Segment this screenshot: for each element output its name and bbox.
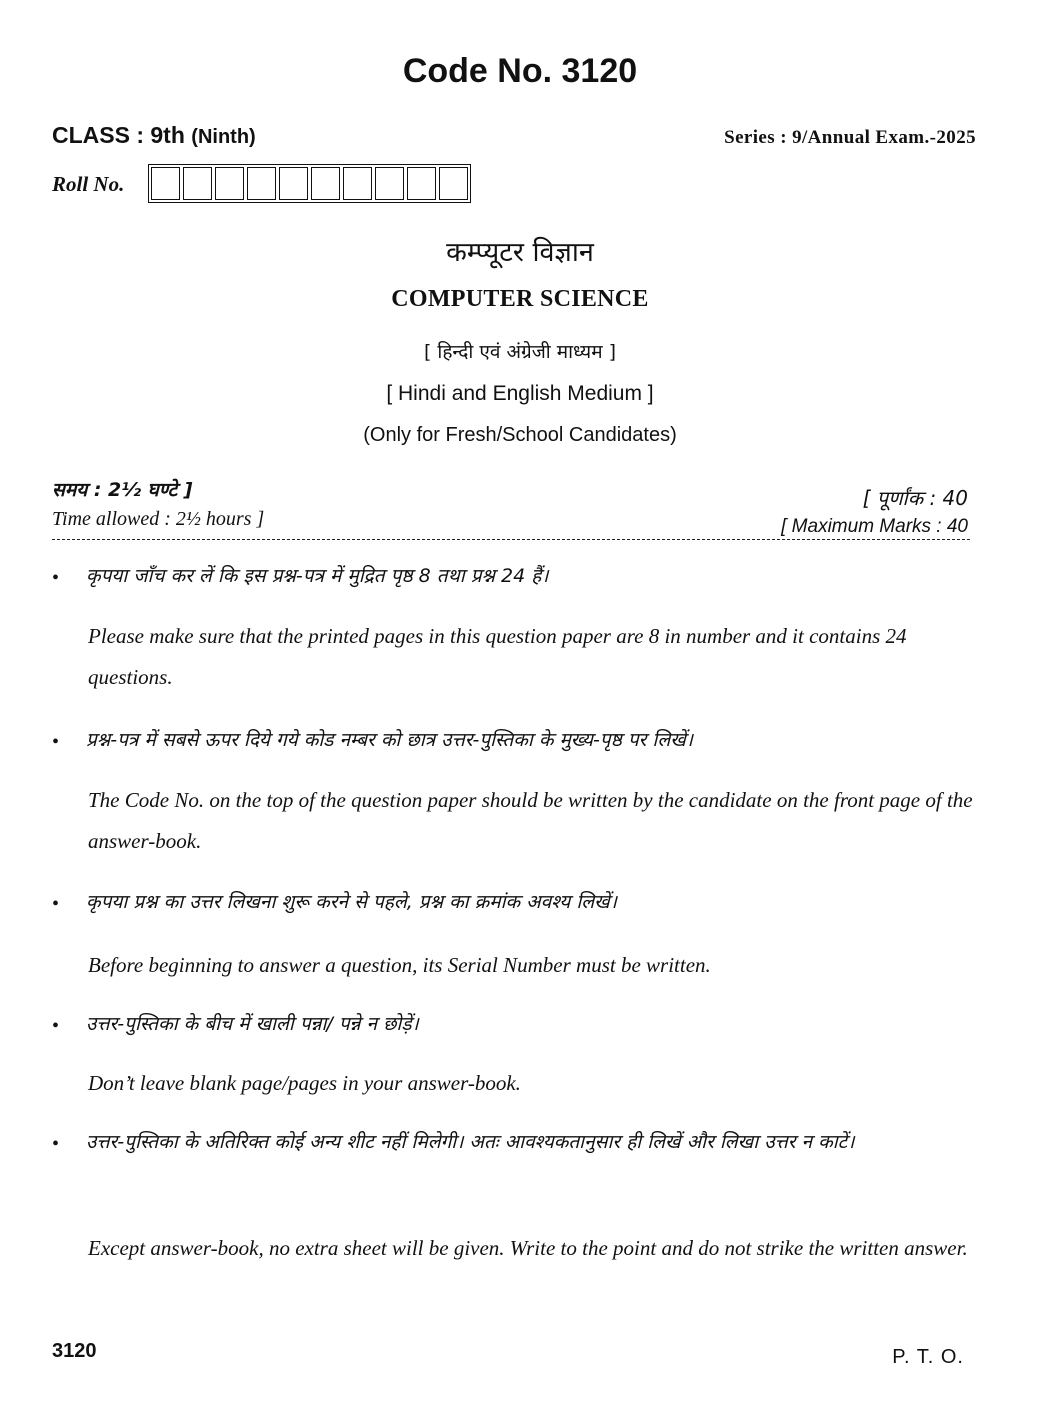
roll-box: [247, 167, 276, 200]
page-code: 3120: [52, 1340, 97, 1362]
roll-box: [407, 167, 436, 200]
time-hindi: समय : 2½ घण्टे ]: [52, 479, 193, 501]
medium-english: [ Hindi and English Medium ]: [386, 382, 654, 405]
instruction-hindi: कृपया प्रश्न का उत्तर लिखना शुरू करने से पहले, प्रश्न का क्रमांक अवश्य लिखें।: [86, 891, 617, 913]
instruction-english: Don’t leave blank page/pages in your answer-book.: [88, 1071, 521, 1095]
instruction-hindi: कृपया जाँच कर लें कि इस प्रश्न-पत्र में मुद्रित पृष्ठ 8 तथा प्रश्न 24 हैं।: [86, 565, 549, 587]
roll-box: [279, 167, 308, 200]
instruction-english: The Code No. on the top of the question paper should be written by the candidate on the front page of the answer-book.: [88, 788, 973, 853]
roll-box: [343, 167, 372, 200]
marks-hindi: [ पूर्णांक : 40: [862, 486, 968, 510]
time-allowed: Time allowed : 2½ hours ]: [52, 508, 265, 530]
bullet-icon: •: [52, 1133, 60, 1155]
bullet-icon: •: [52, 567, 60, 589]
bullet-icon: •: [52, 731, 60, 753]
series-label: Series : 9/Annual Exam.-2025: [724, 127, 976, 148]
maximum-marks: [ Maximum Marks : 40: [781, 516, 968, 537]
roll-box: [375, 167, 404, 200]
class-value: CLASS : 9th: [52, 122, 185, 148]
instruction-english: Please make sure that the printed pages in this question paper are 8 in number and it contains 24 questions.: [88, 624, 907, 689]
roll-box: [215, 167, 244, 200]
roll-box: [311, 167, 340, 200]
roll-box: [151, 167, 180, 200]
divider-line: [52, 539, 970, 540]
class-label: [52, 122, 256, 149]
bullet-icon: •: [52, 1015, 60, 1037]
instruction-english: Except answer-book, no extra sheet will be given. Write to the point and do not strike the written answer.: [88, 1236, 968, 1260]
class-paren: (Ninth): [191, 126, 256, 148]
pto-label: P. T. O.: [892, 1346, 964, 1368]
instruction-english: Before beginning to answer a question, its Serial Number must be written.: [88, 953, 711, 977]
medium-hindi: [ हिन्दी एवं अंग्रेजी माध्यम ]: [423, 341, 617, 363]
subject-title-hindi: कम्प्यूटर विज्ञान: [446, 237, 594, 268]
instruction-hindi: प्रश्न-पत्र में सबसे ऊपर दिये गये कोड नम्बर को छात्र उत्तर-पुस्तिका के मुख्य-पृष्ठ पर लिखें।: [86, 729, 693, 751]
roll-number-boxes: [148, 164, 471, 203]
code-title: Code No. 3120: [402, 52, 638, 90]
roll-box: [439, 167, 468, 200]
roll-number-label: Roll No.: [52, 172, 125, 196]
instruction-hindi: उत्तर-पुस्तिका के अतिरिक्त कोई अन्य शीट नहीं मिलेगी। अतः आवश्यकतानुसार ही लिखें और लिखा उत्तर न काटें।: [86, 1131, 855, 1153]
subject-title: COMPUTER SCIENCE: [391, 286, 649, 312]
roll-box: [183, 167, 212, 200]
bullet-icon: •: [52, 893, 60, 915]
instruction-hindi: उत्तर-पुस्तिका के बीच में खाली पन्ना/ पन्ने न छोड़ें।: [86, 1013, 419, 1035]
candidates-note: (Only for Fresh/School Candidates): [363, 424, 677, 446]
